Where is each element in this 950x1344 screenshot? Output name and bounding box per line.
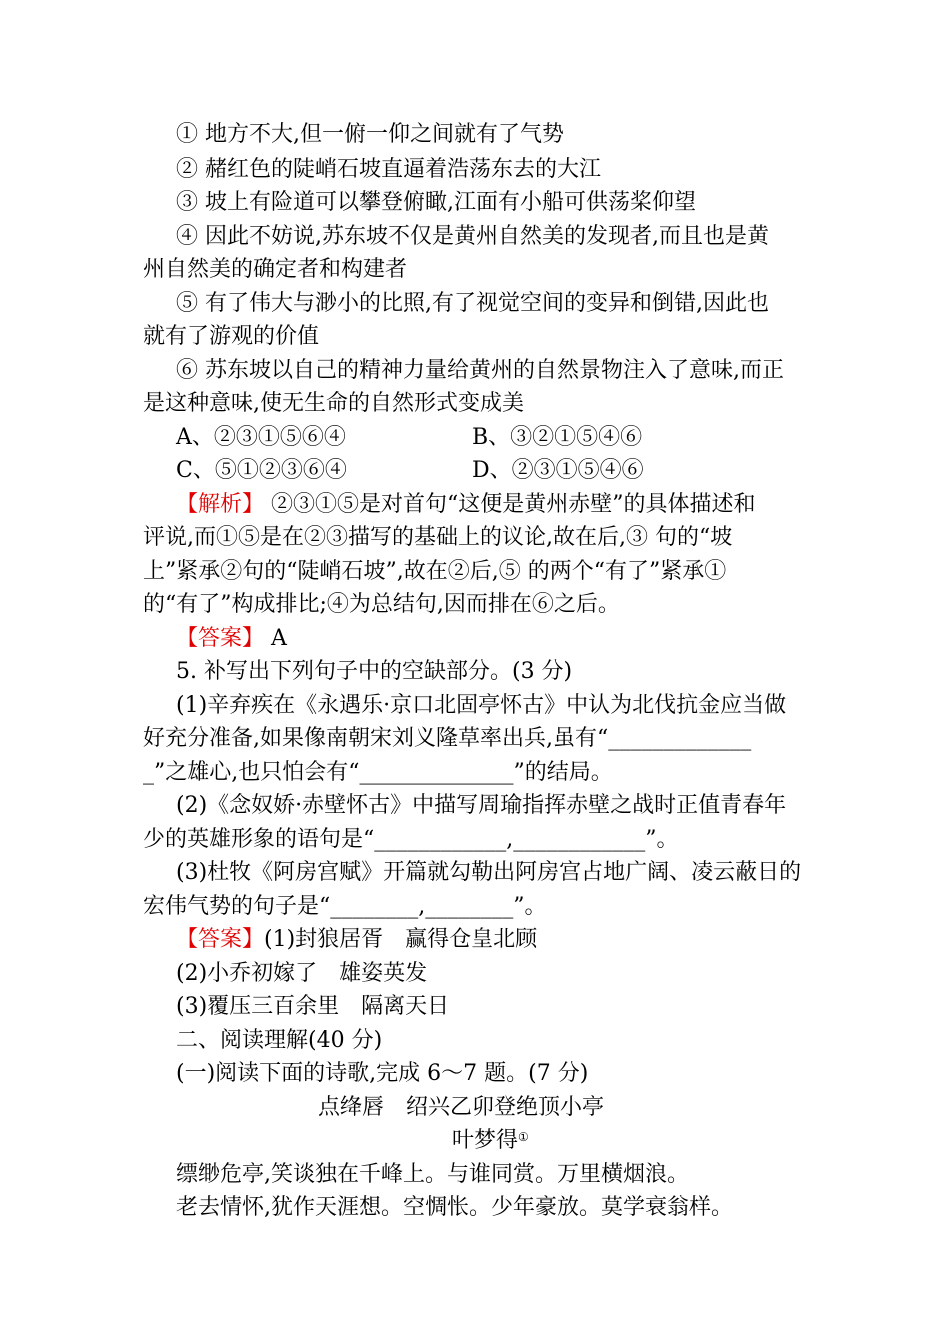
subsection-heading: (一)阅读下面的诗歌,完成 6～7 题。(7 分) (176, 1061, 589, 1086)
analysis-line-4: 的“有了”构成排比;④为总结句,因而排在⑥之后。 (143, 592, 620, 617)
answer-5-text-1: (1)封狼居胥 赢得仓皇北顾 (264, 927, 538, 952)
section-heading: 二、阅读理解(40 分) (176, 1028, 383, 1053)
poem-note-mark: ① (518, 1130, 529, 1144)
q5-2-line-2: 少的英雄形象的语句是“____________,____________”。 (143, 827, 679, 852)
sentence-5-line-1: ⑤ 有了伟大与渺小的比照,有了视觉空间的变异和倒错,因此也 (176, 291, 769, 316)
poem-author: 叶梦得 (452, 1128, 519, 1153)
answer-5-line-2: (2)小乔初嫁了 雄姿英发 (176, 961, 428, 986)
poem-author-line (452, 1126, 529, 1156)
q5-2-line-1: (2)《念奴娇·赤壁怀古》中描写周瑜指挥赤壁之战时正值青春年 (176, 793, 787, 818)
option-d: D、②③①⑤④⑥ (472, 458, 644, 483)
sentence-5-line-2: 就有了游观的价值 (143, 324, 320, 349)
q5-1-line-3: _”之雄心,也只怕会有“______________”的结局。 (143, 760, 613, 785)
q5-title: 5. 补写出下列句子中的空缺部分。(3 分) (176, 659, 573, 684)
sentence-4-line-2: 州自然美的确定者和构建者 (143, 257, 408, 282)
q5-1-line-2: 好充分准备,如果像南朝宋刘义隆草率出兵,虽有“_____________ (143, 726, 752, 751)
answer-5-tag: 【答案】 (176, 927, 265, 952)
sentence-4-line-1: ④ 因此不妨说,苏东坡不仅是黄州自然美的发现者,而且也是黄 (176, 224, 769, 249)
option-a: A、②③①⑤⑥④ (176, 425, 346, 450)
analysis-line-1 (176, 490, 756, 520)
sentence-6-line-1: ⑥ 苏东坡以自己的精神力量给黄州的自然景物注入了意味,而正 (176, 358, 784, 383)
sentence-1: ① 地方不大,但一俯一仰之间就有了气势 (176, 122, 564, 147)
analysis-tag: 【解析】 (176, 492, 265, 517)
q5-3-line-2: 宏伟气势的句子是“________,________”。 (143, 894, 547, 919)
answer-5-line-3: (3)覆压三百余里 隔离天日 (176, 994, 450, 1019)
poem-line-1: 缥缈危亭,笑谈独在千峰上。与谁同赏。万里横烟浪。 (176, 1162, 689, 1187)
answer-4 (176, 624, 287, 654)
answer-5-line-1 (176, 925, 537, 955)
analysis-line-2: 评说,而①⑤是在②③描写的基础上的议论,故在后,③ 句的“坡 (143, 525, 733, 550)
option-c: C、⑤①②③⑥④ (176, 458, 347, 483)
analysis-line-3: 上”紧承②句的“陡峭石坡”,故在②后,⑤ 的两个“有了”紧承① (143, 559, 727, 584)
sentence-6-line-2: 是这种意味,使无生命的自然形式变成美 (143, 391, 524, 416)
q5-3-line-1: (3)杜牧《阿房宫赋》开篇就勾勒出阿房宫占地广阔、凌云蔽日的 (176, 860, 802, 885)
answer-4-tag: 【答案】 (176, 626, 265, 651)
option-b: B、③②①⑤④⑥ (472, 425, 643, 450)
q5-1-line-1: (1)辛弃疾在《永遇乐·京口北固亭怀古》中认为北伐抗金应当做 (176, 693, 787, 718)
poem-line-2: 老去情怀,犹作天涯想。空惆怅。少年豪放。莫学衰翁样。 (176, 1195, 733, 1220)
answer-4-value: A (271, 626, 287, 651)
analysis-text-1: ②③①⑤是对首句“这便是黄州赤壁”的具体描述和 (271, 492, 756, 517)
sentence-3: ③ 坡上有险道可以攀登俯瞰,江面有小船可供荡桨仰望 (176, 190, 696, 215)
poem-title: 点绛唇 绍兴乙卯登绝顶小亭 (318, 1095, 605, 1120)
sentence-2: ② 赭红色的陡峭石坡直逼着浩荡东去的大江 (176, 157, 601, 182)
